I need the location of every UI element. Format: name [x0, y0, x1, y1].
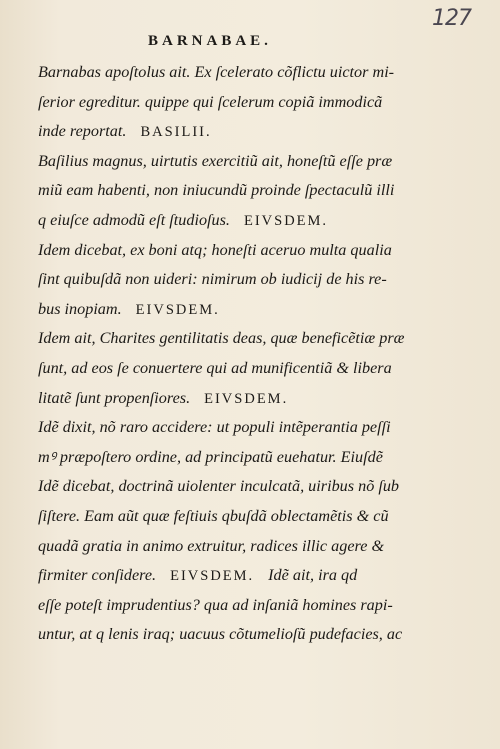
text-line: Idẽ dicebat, doctrinã uiolenter inculcatã, uiribus nõ ſub [38, 477, 400, 496]
text-line: ſunt, ad eos ſe conuertere qui ad munificentiã & libera [38, 358, 392, 377]
text-line: firmiter conſidere. EIVSDEM. Idẽ ait, ira qd [38, 566, 358, 585]
text-line: inde reportat. BASILII. [38, 122, 212, 141]
text-line: Barnabas apoſtolus ait. Ex ſcelerato cõflictu uictor mi- [38, 63, 395, 81]
text-line: untur, at q lenis iraq; uacuus cõtumelioſũ pudefacies, ac [38, 625, 403, 644]
text-line: Idem ait, Charites gentilitatis deas, quæ beneficẽtiæ præ [38, 329, 405, 348]
text-line: q eiuſce admodũ eſt ſtudioſus. EIVSDEM. [38, 210, 329, 229]
text-line: ſint quibuſdã non uideri: nimirum ob iudicij de his re- [38, 270, 387, 289]
text-line: quadã gratia in animo extruitur, radices illic agere & [38, 536, 385, 555]
text-line: Idem dicebat, ex boni atq; honeſti aceruo multa qualia [38, 240, 392, 259]
text-line: Idẽ dixit, nõ raro accidere: ut populi intẽperantia peſſi [38, 418, 391, 437]
text-line: bus inopiam. EIVSDEM. [38, 299, 220, 318]
text-line: Baſilius magnus, uirtutis exercitiũ ait, honeſtũ eſſe præ [38, 151, 393, 170]
section-heading: BASILII. [140, 124, 212, 141]
running-head: BARNABAE. [148, 33, 272, 49]
section-heading: EIVSDEM. [135, 301, 220, 318]
section-heading: EIVSDEM. [170, 568, 255, 585]
text-line: ſerior egreditur. quippe qui ſcelerum copiã immodicã [38, 92, 383, 111]
text-line: mꝰ præpoſtero ordine, ad principatũ euehatur. Eiuſdẽ [38, 447, 383, 466]
section-heading: EIVSDEM. [243, 212, 329, 229]
text-line: ſiſtere. Eam aũt quæ feſtiuis qbuſdã oblectamẽtis & cũ [38, 506, 389, 525]
text-block [38, 58, 458, 650]
page-number: 127 [432, 6, 471, 31]
text-line: eſſe poteſt imprudentius? qua ad inſaniã homines rapi- [38, 595, 393, 614]
section-heading: EIVSDEM. [204, 390, 289, 407]
text-line: litatẽ ſunt propenſiores. EIVSDEM. [38, 388, 289, 407]
text-line: miũ eam habenti, non iniucundũ proinde ſpectaculũ illi [38, 181, 395, 200]
